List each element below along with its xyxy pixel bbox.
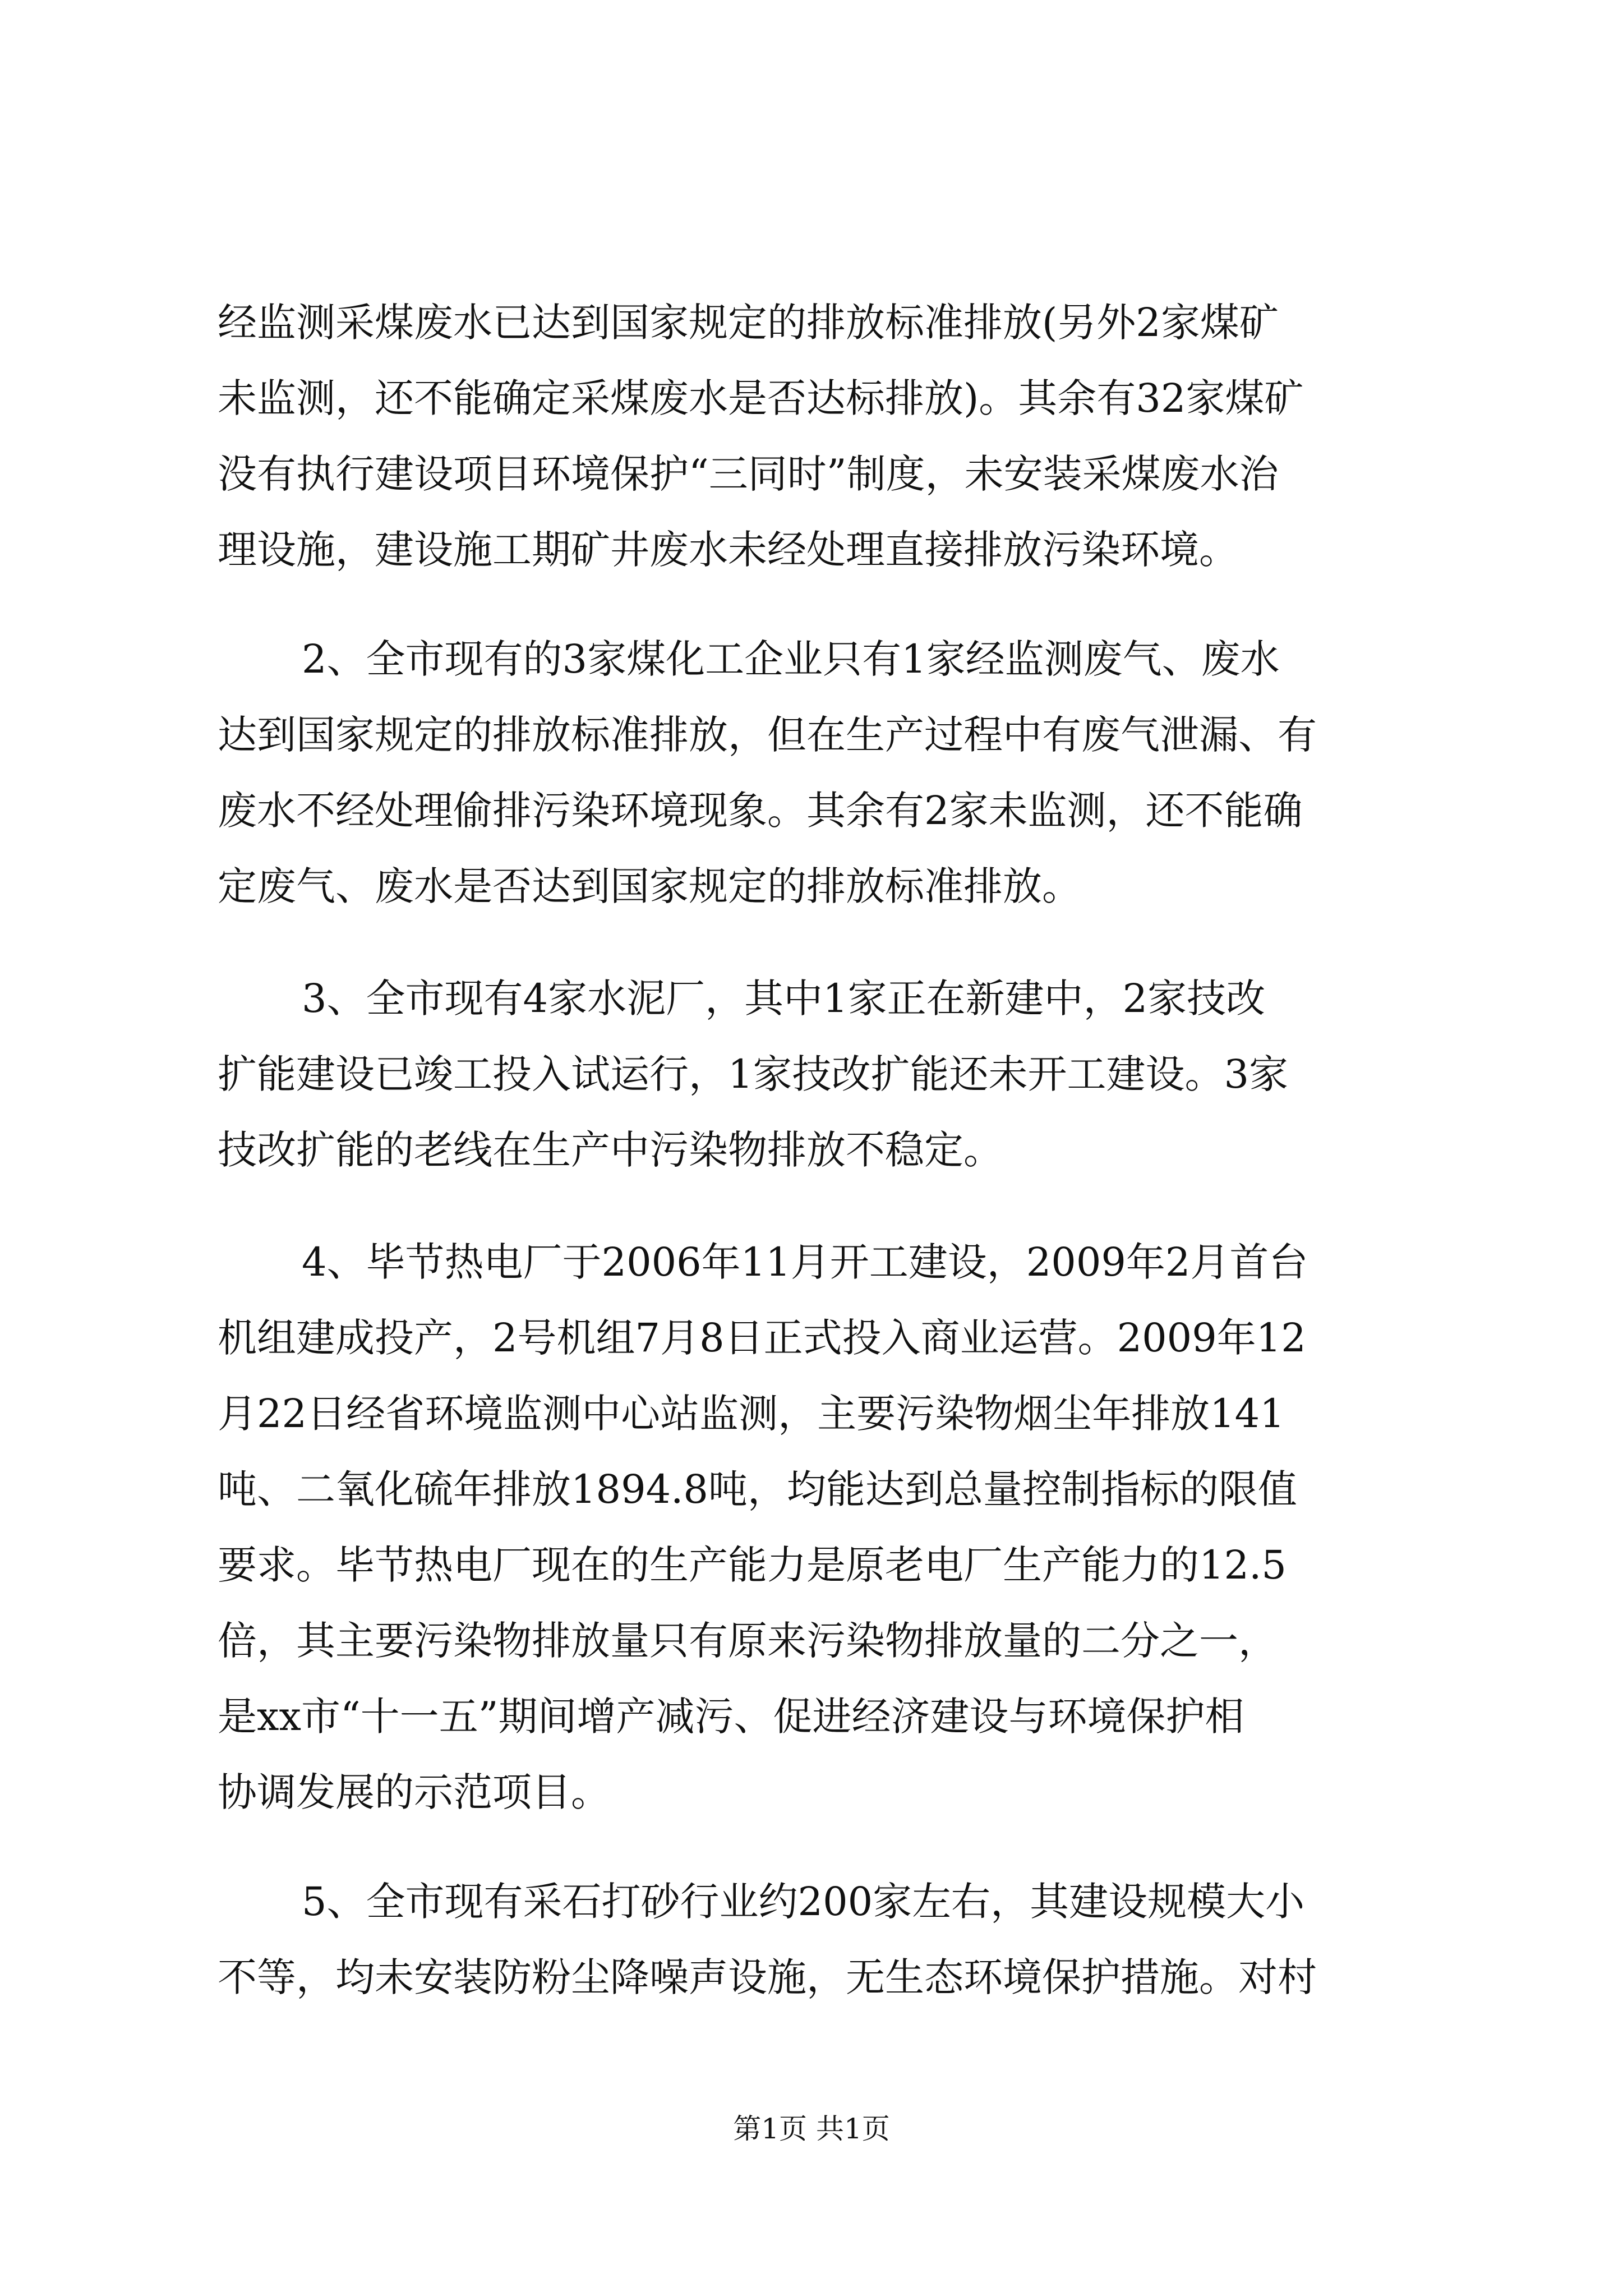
text-line: 扩能建设已竣工投入试运行，1家技改扩能还未开工建设。3家 — [218, 1051, 1289, 1097]
text-line: 协调发展的示范项目。 — [218, 1769, 610, 1815]
text-line: 要求。毕节热电厂现在的生产能力是原老电厂生产能力的12.5 — [218, 1542, 1287, 1588]
text-line: 未监测，还不能确定采煤废水是否达标排放)。其余有32家煤矿 — [218, 375, 1304, 421]
text-line: 理设施，建设施工期矿井废水未经处理直接排放污染环境。 — [218, 527, 1238, 573]
text-line: 不等，均未安装防粉尘降噪声设施，无生态环境保护措施。对村 — [218, 1954, 1317, 2000]
text-line: 4、毕节热电厂于2006年11月开工建设，2009年2月首台 — [302, 1239, 1308, 1285]
text-line: 是xx市“十一五”期间增产减污、促进经济建设与环境保护相 — [218, 1694, 1244, 1740]
text-line: 2、全市现有的3家煤化工企业只有1家经监测废气、废水 — [302, 636, 1280, 682]
text-line: 3、全市现有4家水泥厂，其中1家正在新建中，2家技改 — [302, 976, 1266, 1022]
text-line: 达到国家规定的排放标准排放，但在生产过程中有废气泄漏、有 — [218, 712, 1317, 758]
text-line: 5、全市现有采石打砂行业约200家左右，其建设规模大小 — [302, 1879, 1305, 1925]
text-line: 经监测采煤废水已达到国家规定的排放标准排放(另外2家煤矿 — [218, 300, 1279, 346]
text-line: 定废气、废水是否达到国家规定的排放标准排放。 — [218, 863, 1081, 909]
text-line: 废水不经处理偷排污染环境现象。其余有2家未监测，还不能确 — [218, 788, 1303, 834]
text-line: 技改扩能的老线在生产中污染物排放不稳定。 — [218, 1127, 1003, 1173]
text-line: 机组建成投产，2号机组7月8日正式投入商业运营。2009年12 — [218, 1315, 1306, 1361]
text-line: 没有执行建设项目环境保护“三同时”制度，未安装采煤废水治 — [218, 451, 1279, 497]
text-line: 倍，其主要污染物排放量只有原来污染物排放量的二分之一， — [218, 1618, 1278, 1664]
text-line: 月22日经省环境监测中心站监测，主要污染物烟尘年排放141 — [218, 1391, 1285, 1437]
text-line: 吨、二氧化硫年排放1894.8吨，均能达到总量控制指标的限值 — [218, 1466, 1297, 1512]
page-number-footer: 第1页 共1页 — [733, 2113, 890, 2145]
